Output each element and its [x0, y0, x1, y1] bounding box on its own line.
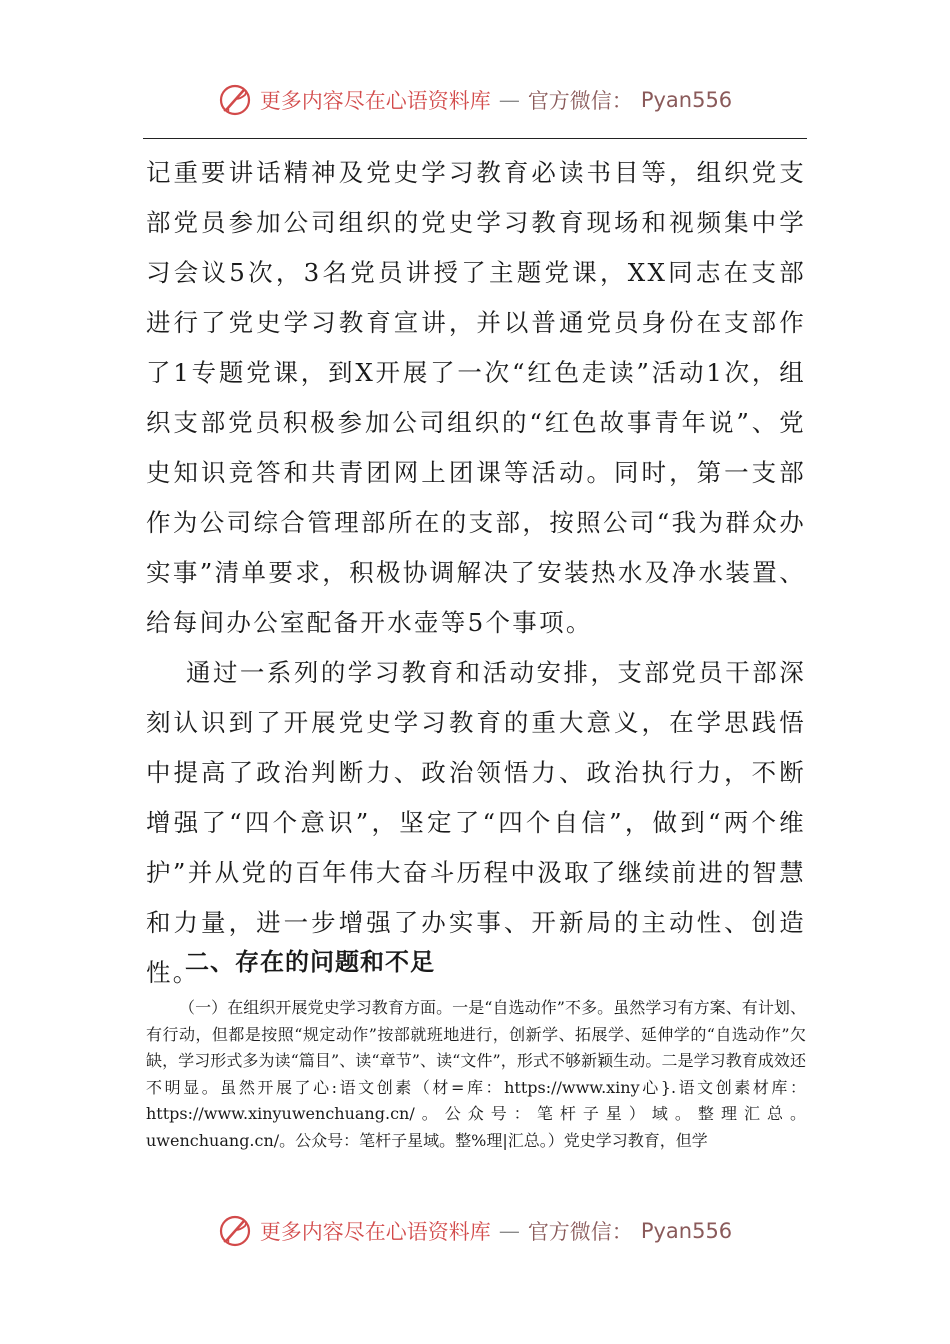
body-paragraph-1: 记重要讲话精神及党史学习教育必读书目等，组织党支部党员参加公司组织的党史学习教育现场和视频集中学习会议5次，3名党员讲授了主题党课，XX同志在支部进行了党史学习教育宣讲，并以普通党员身份在支部作了1专题党课，到X开展了一次“红色走读”活动1次，组织支部党员积极参加公司组织的“红色故事青年说”、党史知识竞答和共青团网上团课等活动。同时，第一支部作为公司综合管理部所在的支部，按照公司“我为群众办实事”清单要求，积极协调解决了安装热水及净水装置、给每间办公室配备开水壶等5个事项。 — [146, 158, 806, 637]
header-dash: — — [498, 88, 520, 112]
header-brand-text: 更多内容尽在心语资料库 — [259, 89, 491, 113]
footer-brand-text: 更多内容尽在心语资料库 — [259, 1220, 491, 1244]
page-header — [0, 75, 950, 125]
footer-brand — [218, 1214, 732, 1248]
footer-wechat-label: 官方微信： — [527, 1220, 633, 1244]
quill-pen-logo-icon — [218, 1214, 252, 1248]
document-body — [146, 148, 806, 998]
footer-dash: — — [498, 1219, 520, 1243]
header-wechat-label: 官方微信： — [527, 89, 633, 113]
header-wechat-id: Pyan556 — [640, 88, 733, 112]
header-rule — [143, 138, 807, 139]
section-heading: 二、存在的问题和不足 — [185, 948, 435, 976]
small-text-block — [146, 995, 806, 1154]
page-footer — [0, 1206, 950, 1256]
small-paragraph: （一）在组织开展党史学习教育方面。一是“自选动作”不多。虽然学习有方案、有计划、有行动，但都是按照“规定动作”按部就班地进行，创新学、拓展学、延伸学的“自选动作”欠缺，学习形式多为读“篇目”、读“章节”、读“文件”，形式不够新颖生动。二是学习教育成效还不明显。虽然开展了心:语文创素（材=库：https://www.xiny心}.语文创素材库：https://www.xinyuwenchuang.cn/。公众号：笔杆子星）域。整理汇总。uwenchuang.cn/。公众号：笔杆子星域。整%理|汇总。）党史学习教育，但学 — [146, 998, 806, 1150]
header-brand — [218, 83, 732, 117]
body-paragraph-2: 通过一系列的学习教育和活动安排，支部党员干部深刻认识到了开展党史学习教育的重大意义，在学思践悟中提高了政治判断力、政治领悟力、政治执行力，不断增强了“四个意识”，坚定了“四个自信”，做到“两个维护”并从党的百年伟大奋斗历程中汲取了继续前进的智慧和力量，进一步增强了办实事、开新局的主动性、创造性。 — [146, 658, 806, 987]
footer-wechat-id: Pyan556 — [640, 1219, 733, 1243]
quill-pen-logo-icon — [218, 83, 252, 117]
